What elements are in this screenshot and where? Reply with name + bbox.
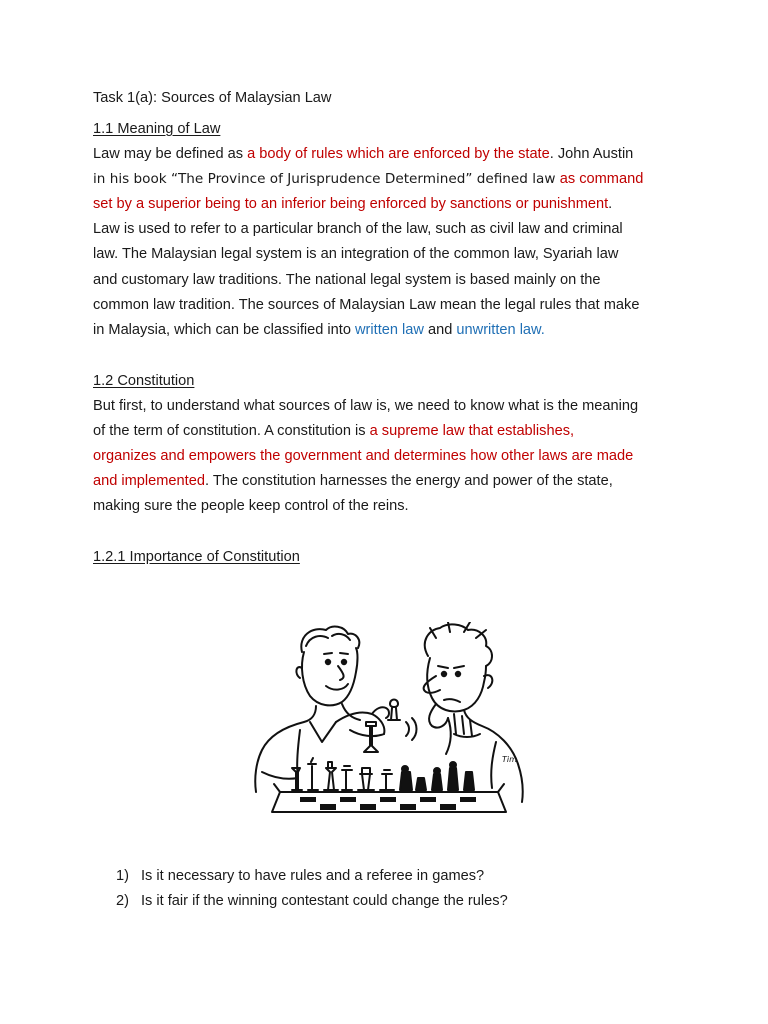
highlight-blue: unwritten law. [456,321,545,338]
question-list [116,864,508,914]
chess-players-illustration [240,622,536,814]
section-heading: 1.2 Constitution [93,373,195,389]
paragraph-line: and implemented. The constitution harnesses the energy and power of the state, [93,473,613,490]
paragraph-line: set by a superior being to an inferior being enforced by sanctions or punishment. [93,196,613,213]
artist-signature: Tim [502,755,517,764]
list-item: 2) Is it fair if the winning contestant could change the rules? [116,893,508,910]
paragraph-line: law. The Malaysian legal system is an integration of the common law, Syariah law [93,246,619,263]
paragraph-line: in Malaysia, which can be classified into written law and unwritten law. [93,321,545,338]
highlight-red: set by a superior being to an inferior being enforced by sanctions or punishment [93,196,609,213]
paragraph-line: of the term of constitution. A constitution is a supreme law that establishes, [93,423,575,440]
document-title: Task 1(a): Sources of Malaysian Law [93,90,332,106]
highlight-red: a supreme law that establishes, [369,423,575,440]
paragraph-line: making sure the people keep control of the reins. [93,498,409,515]
paragraph-line: Law is used to refer to a particular branch of the law, such as civil law and criminal [93,221,623,238]
paragraph-line: organizes and empowers the government and determines how other laws are made [93,448,634,465]
section-1-2-1 [93,545,693,570]
paragraph-line: and customary law traditions. The national legal system is based mainly on the [93,271,601,288]
paragraph-line: in his book “The Province of Jurisprudence Determined” defined law as command [93,171,644,188]
paragraph-line: But first, to understand what sources of law is, we need to know what is the meaning [93,398,639,415]
section-heading: 1.2.1 Importance of Constitution [93,549,300,565]
highlight-red: and implemented [93,473,205,490]
paragraph-line: common law tradition. The sources of Malaysian Law mean the legal rules that make [93,296,640,313]
highlight-red: a body of rules which are enforced by the state [247,146,550,163]
highlight-red: as command [559,171,644,188]
paragraph-line: Law may be defined as a body of rules which are enforced by the state. John Austin [93,146,634,163]
section-1-2 [93,369,693,520]
section-heading: 1.1 Meaning of Law [93,121,221,137]
list-item: 1) Is it necessary to have rules and a referee in games? [116,868,485,884]
section-1-1 [93,117,693,343]
highlight-blue: written law [355,321,424,338]
